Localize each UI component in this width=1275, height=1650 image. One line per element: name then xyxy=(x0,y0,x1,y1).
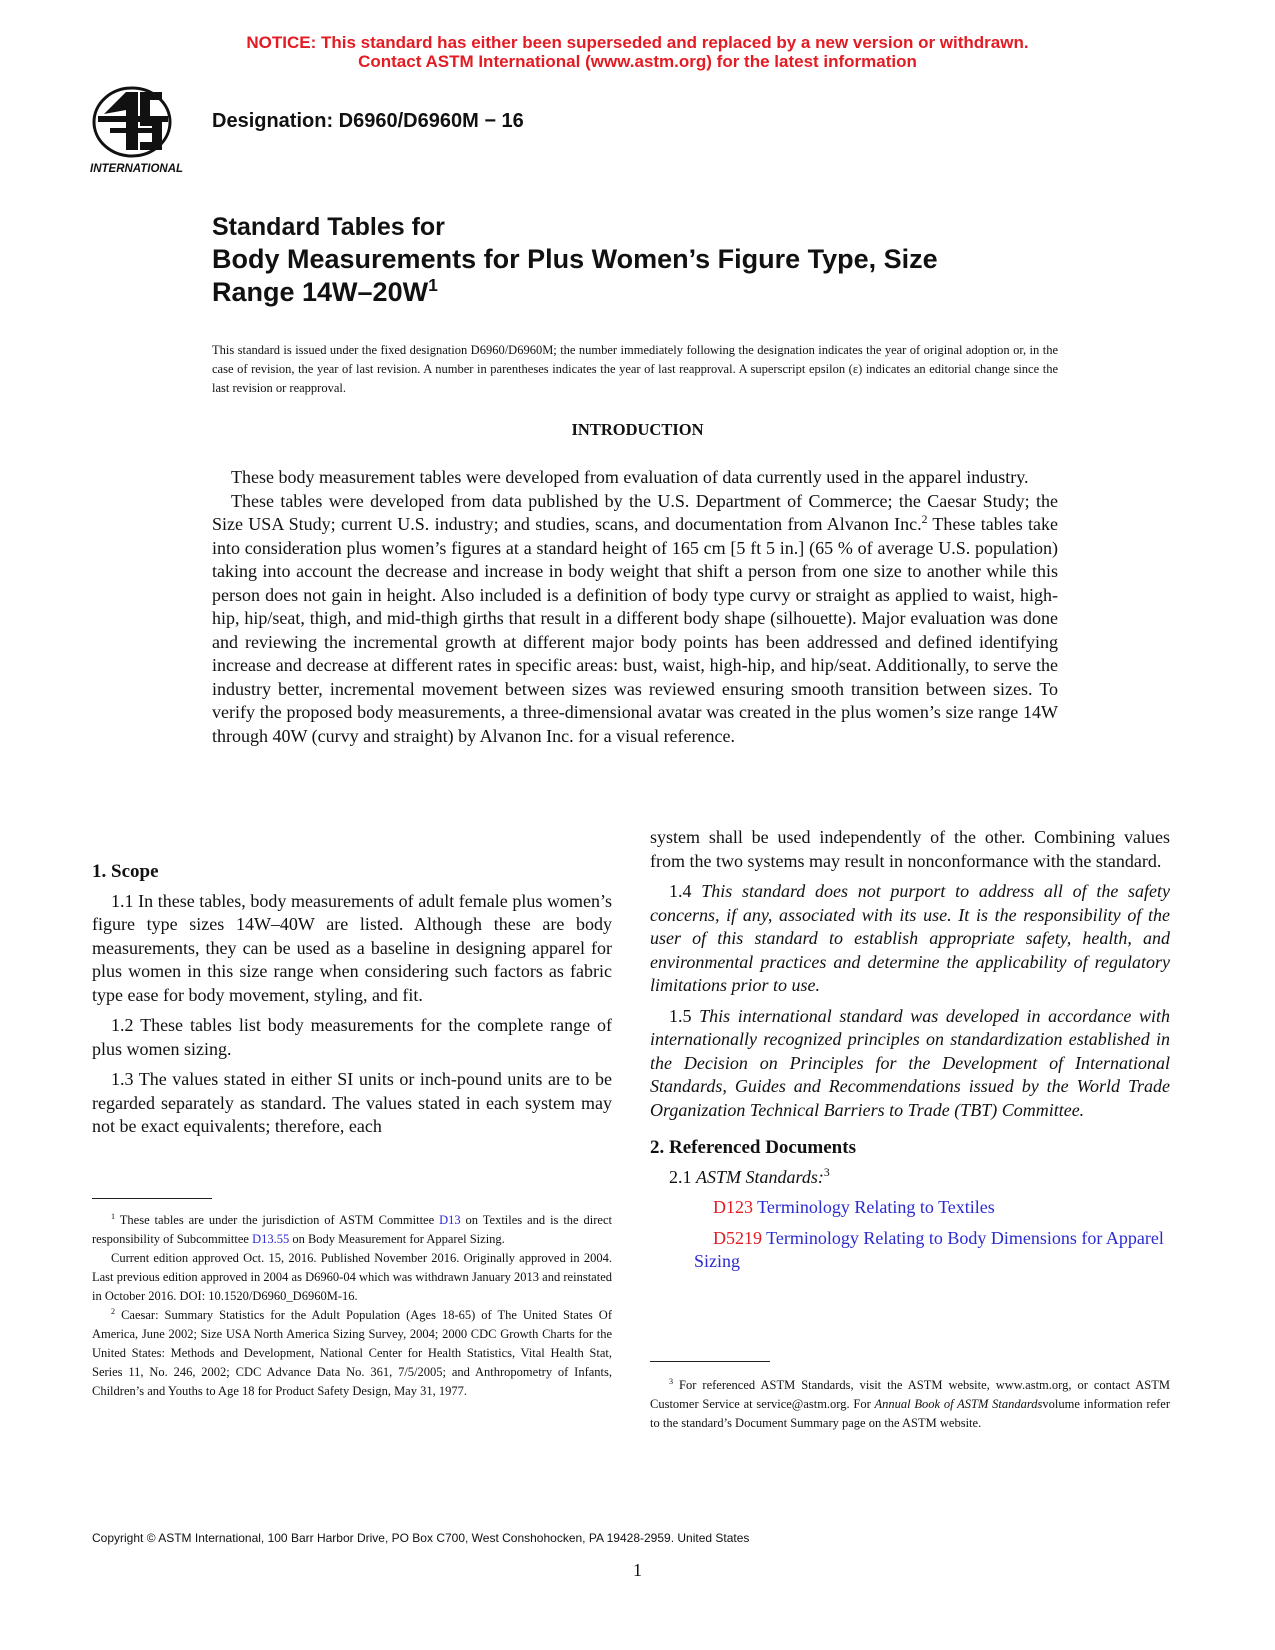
title-line-3 xyxy=(212,276,1072,309)
scope-1-4-text: This standard does not purport to address all of the safety concerns, if any, associated with its use. It is the responsibility of the user of this standard to establish appropriate safety, health, and environmental practices and determine the applicability of regulatory limitations prior to use. xyxy=(650,881,1171,995)
footnote-2-text: Caesar: Summary Statistics for the Adult Population (Ages 18-65) of The United States Of America, June 2002; Size USA North America Sizing Survey, 2004; 2000 CDC Growth Charts for the United States: Methods and Development, National Center for Health Statistics, Vital Health Stat, Series 11, No. 246, 2002; CDC Advance Data No. 361, 7/5/2005; and Anthropometry of Infants, Children’s and Youths to Age 18 for Product Safety Design, May 31, 1977. xyxy=(92,1308,612,1398)
reference-d5219[interactable] xyxy=(650,1227,1170,1274)
introduction-body xyxy=(212,466,1058,748)
notice-line-2: Contact ASTM International (www.astm.org) for the latest information xyxy=(358,52,917,71)
footnote-3-text-b: volume information refer to the standard’s Document Summary page on the ASTM website. xyxy=(650,1397,1171,1430)
astm-standards-number: 2.1 xyxy=(669,1166,696,1187)
title-line-2: Body Measurements for Plus Women’s Figure Type, Size xyxy=(212,244,938,274)
designation: Designation: D6960/D6960M − 16 xyxy=(212,110,524,132)
right-column xyxy=(650,826,1170,1281)
reference-title[interactable]: Terminology Relating to Textiles xyxy=(753,1197,995,1217)
supersession-notice xyxy=(0,33,1275,71)
footnotes-left xyxy=(92,1211,612,1401)
footnote-3-book-title: Annual Book of ASTM Standards xyxy=(874,1397,1043,1411)
scope-heading: 1. Scope xyxy=(92,861,159,882)
title-footnote-mark: 1 xyxy=(428,275,438,295)
document-title xyxy=(212,212,1072,309)
reference-title[interactable]: Terminology Relating to Body Dimensions for Apparel Sizing xyxy=(694,1227,1164,1271)
footnote-3-mark: 3 xyxy=(669,1376,674,1386)
footnote-2 xyxy=(92,1306,612,1401)
intro-paragraph-2 xyxy=(212,490,1058,749)
reference-d123[interactable] xyxy=(650,1196,1170,1220)
scope-1-3: 1.3 The values stated in either SI units or inch-pound units are to be regarded separately as standard. The values stated in each system may not be exact equivalents; therefore, each xyxy=(92,1069,612,1136)
astm-standards-footnote-mark: 3 xyxy=(823,1165,830,1179)
scope-1-4 xyxy=(650,880,1170,998)
footnotes-right xyxy=(650,1376,1170,1433)
footnote-1-mark: 1 xyxy=(111,1211,116,1221)
footnote-3 xyxy=(650,1376,1170,1433)
reference-code[interactable]: D5219 xyxy=(713,1227,762,1248)
intro-paragraph-1: These body measurement tables were developed from evaluation of data currently used in the apparel industry. xyxy=(231,467,1029,487)
astm-logo xyxy=(86,80,206,180)
intro-footnote-mark: 2 xyxy=(921,513,928,526)
scope-1-4-number: 1.4 xyxy=(669,881,702,901)
intro-p2-part-b: These tables take into consideration plus women’s figures at a standard height of 165 cm [5 ft 5 in.] (65 % of average U.S. population) taking into account the decrease and increase in body weight that shift a person from one size to another while this person does not gain in height. Also included is a definition of body type curvy or straight as applied to waist, high-hip, hip/seat, thigh, and mid-thigh girths that result in a different body shape (silhouette). Major evaluation was done and reviewing the incremental growth at different major body points has been addressed and defined identifying increase and decrease at different rates in specific areas: bust, waist, high-hip, and hip/seat. Additionally, to serve the industry better, incremental movement between sizes was reviewed ensuring smooth transition between sizes. To verify the proposed body measurements, a three-dimensional avatar was created in the plus women’s size range 14W through 40W (curvy and straight) by Alvanon Inc. for a visual reference. xyxy=(212,514,1059,746)
scope-1-1: 1.1 In these tables, body measurements of adult female plus women’s figure type sizes 14W–40W are listed. Although these are body measurements, they can be used as a baseline in designing apparel for plus women in this size range when considering such factors as fabric type ease for body movement, styling, and fit. xyxy=(92,890,612,1005)
footnote-2-mark: 2 xyxy=(111,1306,116,1316)
footnote-1-text-c: on Body Measurement for Apparel Sizing. xyxy=(289,1232,505,1246)
footnote-1 xyxy=(92,1211,612,1249)
committee-d13-link[interactable]: D13 xyxy=(439,1213,461,1227)
astm-logo-icon xyxy=(86,80,206,180)
notice-line-1: NOTICE: This standard has either been superseded and replaced by a new version or withdrawn. xyxy=(246,33,1029,52)
astm-standards-subheading xyxy=(650,1166,1170,1190)
astm-standards-label: ASTM Standards: xyxy=(696,1166,824,1187)
left-column xyxy=(92,860,612,1146)
footnote-1-text-a: These tables are under the jurisdiction of ASTM Committee xyxy=(115,1213,440,1227)
footnote-3-text-a: For referenced ASTM Standards, visit the ASTM website, www.astm.org, or contact ASTM Customer Service at service@astm.org. For xyxy=(650,1378,1170,1411)
copyright-line: Copyright © ASTM International, 100 Barr Harbor Drive, PO Box C700, West Conshohocken, PA 19428-2959. United States xyxy=(92,1531,750,1545)
intro-p2-part-a: These tables were developed from data published by the U.S. Department of Commerce; the Caesar Study; the Size USA Study; current U.S. industry; and studies, scans, and documentation from Alvanon Inc. xyxy=(212,490,1058,534)
scope-1-5 xyxy=(650,1005,1170,1123)
referenced-documents-heading: 2. Referenced Documents xyxy=(650,1137,856,1158)
footnote-1-text-b: on Textiles and is the direct responsibility of Subcommittee xyxy=(92,1213,612,1246)
issuance-note: This standard is issued under the fixed designation D6960/D6960M; the number immediately following the designation indicates the year of original adoption or, in the case of revision, the year of last revision. A number in parentheses indicates the year of last reapproval. A superscript epsilon (ε) indicates an editorial change since the last revision or reapproval. xyxy=(212,343,1058,395)
logo-international-text: INTERNATIONAL xyxy=(90,163,184,175)
reference-code[interactable]: D123 xyxy=(713,1197,753,1217)
footnote-divider-left xyxy=(92,1198,212,1199)
subcommittee-d13-55-link[interactable]: D13.55 xyxy=(252,1232,290,1246)
page-number: 1 xyxy=(633,1560,642,1580)
title-line-1: Standard Tables for xyxy=(212,213,445,241)
introduction-heading: INTRODUCTION xyxy=(571,420,704,439)
scope-1-2: 1.2 These tables list body measurements for the complete range of plus women sizing. xyxy=(92,1015,612,1059)
title-line-3-text: Range 14W–20W xyxy=(212,277,429,307)
scope-1-3-continued: system shall be used independently of the other. Combining values from the two systems may result in nonconformance with the standard. xyxy=(650,827,1170,871)
scope-1-5-number: 1.5 xyxy=(669,1005,700,1026)
scope-1-5-text: This international standard was developed in accordance with internationally recognized principles on standardization established in the Decision on Principles for the Development of International Standards, Guides and Recommendations issued by the World Trade Organization Technical Barriers to Trade (TBT) Committee. xyxy=(650,1005,1170,1120)
footnote-1-edition: Current edition approved Oct. 15, 2016. Published November 2016. Originally approved in 2004. Last previous edition approved in 2004 as D6960-04 which was withdrawn January 2013 and reinstated in October 2016. DOI: 10.1520/D6960_D6960M-16. xyxy=(92,1251,612,1303)
footnote-divider-right xyxy=(650,1361,770,1362)
